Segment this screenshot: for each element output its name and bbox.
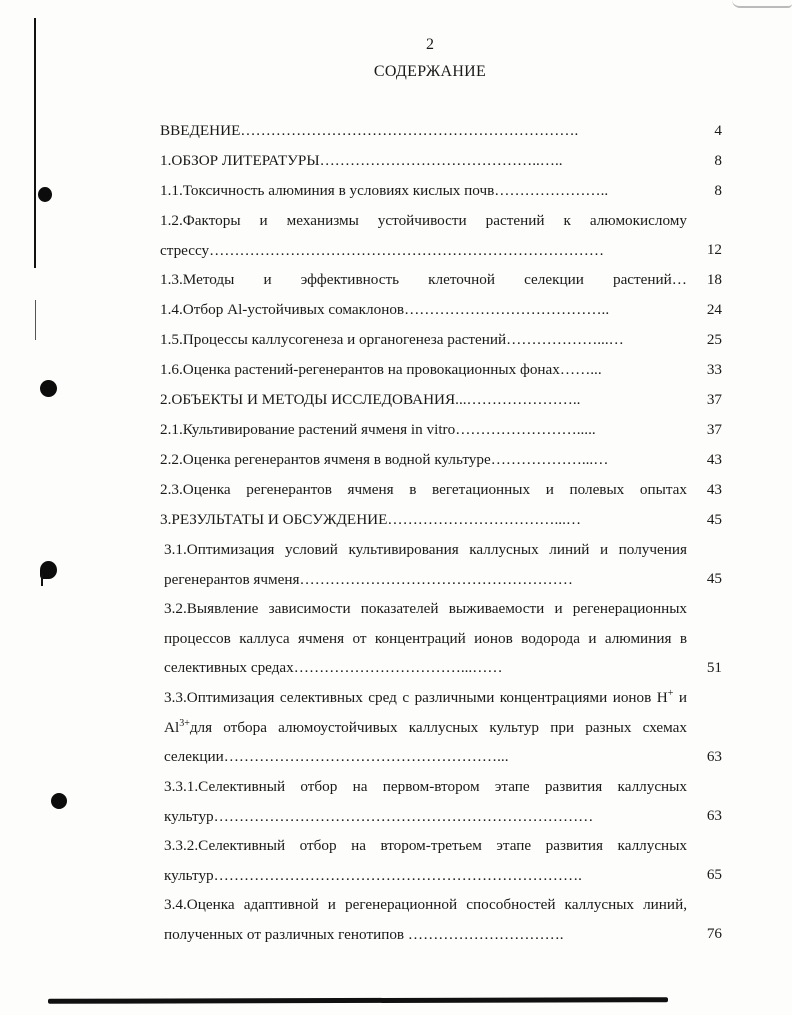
toc-entry	[160, 265, 722, 295]
toc-entry-page: 76	[706, 925, 722, 943]
toc-entry-page: 37	[706, 421, 722, 439]
toc-entry-page: 63	[706, 807, 722, 825]
toc-entry	[160, 415, 722, 445]
toc-entry-page: 43	[706, 451, 722, 469]
toc-entry-title: 2.3.Оценка регенерантов ячменя в вегетационных и полевых опытах	[160, 481, 687, 498]
toc-entry-title: 2.2.Оценка регенерантов ячменя в водной культуре………………...…	[160, 451, 609, 468]
toc-entry-title: 1.5.Процессы каллусогенеза и органогенеза растений………………...…	[160, 331, 624, 348]
toc-entry-title: 3.3.1.Селективный отбор на первом-втором этапе развития каллусных культур…………………………………………………………………	[164, 778, 687, 825]
table-of-contents	[160, 116, 722, 949]
toc-entry-title: 1.6.Оценка растений-регенерантов на провокационных фонах……...	[160, 361, 602, 378]
scan-corner-artifact	[732, 0, 792, 8]
toc-entry-page: 63	[706, 748, 722, 766]
page-title: СОДЕРЖАНИЕ	[373, 63, 487, 80]
toc-entry	[160, 206, 722, 265]
toc-entry-title: 3.3.Оптимизация селективных сред с различными концентрациями ионов H+ и $Al^{3+}для$ отбора алюмоустойчивых каллусных культур при разных схемах селекции………………………………………………...	[164, 688, 687, 766]
toc-entry-page: 25	[706, 331, 722, 349]
toc-entry	[160, 535, 722, 594]
punch-hole	[51, 793, 67, 809]
toc-entry	[160, 176, 722, 206]
toc-entry-title: 2.1.Культивирование растений ячменя in vitro…………………….....	[160, 421, 596, 438]
toc-entry	[160, 772, 722, 831]
toc-entry	[160, 445, 722, 475]
toc-entry	[160, 890, 722, 949]
toc-entry-page: 4	[714, 122, 722, 140]
punch-hole	[38, 187, 52, 202]
toc-entry	[160, 594, 722, 683]
toc-entry-title: 3.2.Выявление зависимости показателей выживаемости и регенерационных процессов каллуса ячменя от концентраций ионов водорода и алюминия в селективных средах……………………………...……	[164, 600, 687, 677]
toc-entry	[160, 475, 722, 505]
toc-entry-page: 24	[706, 301, 722, 319]
scan-bottom-streak	[48, 997, 668, 1004]
toc-entry-title: 3.РЕЗУЛЬТАТЫ И ОБСУЖДЕНИЕ……………………………...…	[160, 511, 582, 528]
toc-entry-title: 1.3.Методы и эффективность клеточной селекции растений…	[160, 271, 687, 288]
page-number: 2	[426, 36, 434, 53]
toc-entry-page: 8	[714, 182, 722, 200]
toc-entry-page: 65	[706, 866, 722, 884]
toc-entry-title: 3.1.Оптимизация условий культивирования каллусных линий и получения регенерантов ячменя………………………………………………	[164, 541, 687, 588]
toc-entry	[160, 146, 722, 176]
toc-entry-page: 37	[706, 391, 722, 409]
toc-entry-page: 18	[706, 271, 722, 289]
toc-entry-page: 45	[706, 511, 722, 529]
toc-entry-title: ВВЕДЕНИЕ………………………………………………………….	[160, 122, 579, 139]
toc-entry-page: 45	[706, 570, 722, 588]
toc-entry-title: 1.4.Отбор Al-устойчивых сомаклонов…………………………………..	[160, 301, 610, 318]
toc-entry	[160, 325, 722, 355]
toc-entry-page: 33	[706, 361, 722, 379]
toc-entry	[160, 683, 722, 772]
punch-hole	[40, 380, 57, 397]
toc-entry	[160, 355, 722, 385]
toc-entry-title: 1.ОБЗОР ЛИТЕРАТУРЫ……………………………………..…..	[160, 152, 563, 169]
scan-margin-line	[34, 18, 36, 268]
toc-entry-title: 2.ОБЪЕКТЫ И МЕТОДЫ ИССЛЕДОВАНИЯ...…………………..	[160, 391, 581, 408]
toc-entry-page: 12	[706, 241, 722, 259]
toc-entry-title: 3.4.Оценка адаптивной и регенерационной способностей каллусных линий, полученных от различных генотипов ………………………….	[164, 896, 687, 943]
toc-entry-title: 1.2.Факторы и механизмы устойчивости растений к алюмокислому стрессу……………………………………………………………………	[160, 212, 687, 259]
toc-entry	[160, 505, 722, 535]
scan-margin-line	[35, 300, 36, 340]
toc-entry	[160, 116, 722, 146]
toc-entry	[160, 385, 722, 415]
toc-entry-title: 3.3.2.Селективный отбор на втором-третьем этапе развития каллусных культур……………………………………………………………….	[164, 837, 687, 884]
toc-entry-page: 51	[706, 659, 722, 677]
toc-entry	[160, 295, 722, 325]
toc-entry-title: 1.1.Токсичность алюминия в условиях кислых почв…………………..	[160, 182, 609, 199]
toc-entry-page: 8	[714, 152, 722, 170]
scan-margin-line	[41, 574, 43, 586]
toc-entry	[160, 831, 722, 890]
toc-entry-page: 43	[706, 481, 722, 499]
